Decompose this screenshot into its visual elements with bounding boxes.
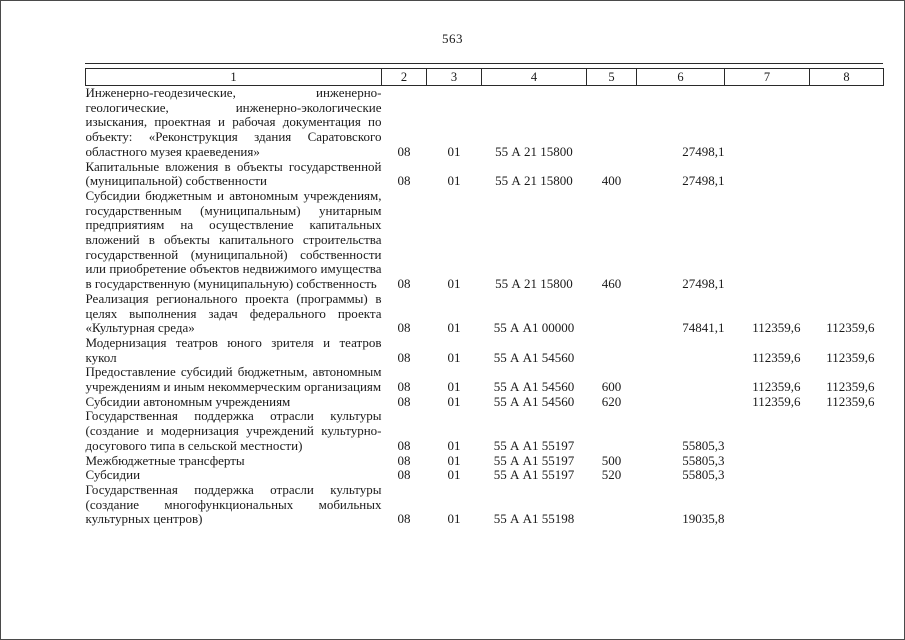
target-article-code-cell: 55 А 21 15800 [495, 173, 573, 189]
section-code-cell: 08 [397, 393, 411, 409]
column-header-1: 1 [86, 69, 382, 86]
table-row [86, 336, 884, 365]
amount-year1-cell: 19035,8 [682, 511, 725, 527]
section-code-cell: 08 [397, 379, 411, 395]
amount-year2-cell [725, 454, 810, 469]
column-header-5: 5 [587, 69, 637, 86]
amount-year3-cell [810, 160, 884, 189]
section-code-cell: 08 [397, 452, 411, 468]
budget-line-name-cell: Государственная поддержка отрасли культуры (создание многофункциональных мобильных культурных центров) [85, 481, 382, 527]
target-article-code-cell: 55 А А1 54560 [493, 349, 575, 365]
amount-year3-cell: 112359,6 [826, 393, 875, 409]
amount-year1-cell: 55805,3 [682, 467, 725, 483]
expense-type-code-cell [587, 336, 637, 365]
target-article-code-cell: 55 А 21 15800 [495, 143, 573, 159]
budget-line-name-cell: Субсидии [85, 467, 141, 483]
budget-line-name-cell: Государственная поддержка отрасли культуры (создание и модернизация учреждений культурно-досугового типа в сельской местности) [85, 408, 382, 453]
amount-year2-cell [725, 86, 810, 160]
table-row [86, 160, 884, 189]
budget-line-name-cell: Субсидии бюджетным и автономным учреждениям, государственным (муниципальным) унитарным предприятиям на осуществление капитальных вложений в объекты капитального строительства государственной (муниципальной) собственности или приобретение объектов недвижимого имущества в государственную (муниципальную) собственность [85, 187, 382, 292]
expense-type-code-cell [587, 292, 637, 336]
amount-year3-cell: 112359,6 [826, 349, 875, 365]
expense-type-code-cell: 500 [601, 452, 622, 468]
amount-year3-cell: 112359,6 [826, 379, 875, 395]
page-number: 563 [442, 31, 463, 46]
amount-year1-cell [637, 365, 725, 394]
table-row [86, 468, 884, 483]
column-header-4: 4 [482, 69, 587, 86]
amount-year2-cell: 112359,6 [752, 379, 801, 395]
budget-line-name-cell: Инженерно-геодезические, инженерно-геологические, инженерно-экологические изыскания, проектная и рабочая документация по объекту: «Реконструкция здания Саратовского областного музея краеведения» [85, 85, 382, 159]
expense-type-code-cell [587, 86, 637, 160]
amount-year1-cell: 27498,1 [682, 276, 725, 292]
expense-type-code-cell [587, 409, 637, 453]
budget-line-name-cell: Модернизация театров юного зрителя и театров кукол [85, 334, 382, 365]
subsection-code-cell: 01 [447, 379, 461, 395]
column-header-7: 7 [725, 69, 810, 86]
table-row [86, 86, 884, 160]
budget-line-name-cell: Предоставление субсидий бюджетным, автономным учреждениям и иным некоммерческим организациям [85, 364, 382, 395]
column-header-2: 2 [382, 69, 427, 86]
amount-year1-cell: 27498,1 [682, 143, 725, 159]
target-article-code-cell: 55 А А1 54560 [493, 379, 575, 395]
expense-type-code-cell: 600 [601, 379, 622, 395]
amount-year2-cell: 112359,6 [752, 393, 801, 409]
column-number-header-row [86, 69, 884, 86]
expense-type-code-cell: 620 [601, 393, 622, 409]
amount-year1-cell: 55805,3 [682, 437, 725, 453]
amount-year2-cell: 112359,6 [752, 349, 801, 365]
subsection-code-cell: 01 [447, 452, 461, 468]
budget-line-name-cell: Субсидии автономным учреждениям [85, 393, 291, 409]
amount-year3-cell: 112359,6 [826, 320, 875, 336]
budget-table-body [86, 86, 884, 528]
expense-type-code-cell: 460 [601, 276, 622, 292]
amount-year1-cell: 74841,1 [682, 320, 725, 336]
amount-year1-cell: 27498,1 [682, 173, 725, 189]
subsection-code-cell: 01 [447, 393, 461, 409]
budget-table [85, 68, 884, 527]
amount-year2-cell [725, 468, 810, 483]
table-row [86, 292, 884, 336]
column-header-3: 3 [427, 69, 482, 86]
section-code-cell: 08 [397, 173, 411, 189]
target-article-code-cell: 55 А А1 54560 [493, 393, 575, 409]
amount-year2-cell: 112359,6 [752, 320, 801, 336]
table-row [86, 395, 884, 410]
amount-year3-cell [810, 86, 884, 160]
amount-year3-cell [810, 409, 884, 453]
section-code-cell: 08 [397, 511, 411, 527]
target-article-code-cell: 55 А 21 15800 [495, 276, 573, 292]
subsection-code-cell: 01 [447, 437, 461, 453]
section-code-cell: 08 [397, 276, 411, 292]
column-header-8: 8 [810, 69, 884, 86]
amount-year3-cell [810, 483, 884, 527]
table-row [86, 409, 884, 453]
budget-table-container [85, 63, 883, 527]
amount-year3-cell [810, 454, 884, 469]
section-code-cell: 08 [397, 320, 411, 336]
budget-line-name-cell: Капитальные вложения в объекты государственной (муниципальной) собственности [85, 158, 382, 189]
target-article-code-cell: 55 А А1 55197 [493, 437, 575, 453]
amount-year2-cell [725, 160, 810, 189]
amount-year3-cell [810, 468, 884, 483]
amount-year2-cell [725, 409, 810, 453]
target-article-code-cell: 55 А А1 00000 [493, 320, 575, 336]
table-row [86, 454, 884, 469]
amount-year1-cell [637, 336, 725, 365]
section-code-cell: 08 [397, 143, 411, 159]
target-article-code-cell: 55 А А1 55197 [493, 467, 575, 483]
target-article-code-cell: 55 А А1 55198 [493, 511, 575, 527]
table-row [86, 365, 884, 394]
subsection-code-cell: 01 [447, 320, 461, 336]
subsection-code-cell: 01 [447, 467, 461, 483]
budget-line-name-cell: Межбюджетные трансферты [85, 452, 245, 468]
target-article-code-cell: 55 А А1 55197 [493, 452, 575, 468]
section-code-cell: 08 [397, 349, 411, 365]
section-code-cell: 08 [397, 437, 411, 453]
amount-year2-cell [725, 189, 810, 292]
expense-type-code-cell: 520 [601, 467, 622, 483]
section-code-cell: 08 [397, 467, 411, 483]
table-row [86, 483, 884, 527]
column-header-6: 6 [637, 69, 725, 86]
amount-year3-cell [810, 189, 884, 292]
expense-type-code-cell: 400 [601, 173, 622, 189]
amount-year1-cell [637, 395, 725, 410]
amount-year2-cell [725, 483, 810, 527]
expense-type-code-cell [587, 483, 637, 527]
budget-line-name-cell: Реализация регионального проекта (программы) в целях выполнения задач федерального проекта «Культурная среда» [85, 290, 382, 336]
subsection-code-cell: 01 [447, 173, 461, 189]
subsection-code-cell: 01 [447, 511, 461, 527]
subsection-code-cell: 01 [447, 143, 461, 159]
table-row [86, 189, 884, 292]
subsection-code-cell: 01 [447, 349, 461, 365]
subsection-code-cell: 01 [447, 276, 461, 292]
amount-year1-cell: 55805,3 [682, 452, 725, 468]
